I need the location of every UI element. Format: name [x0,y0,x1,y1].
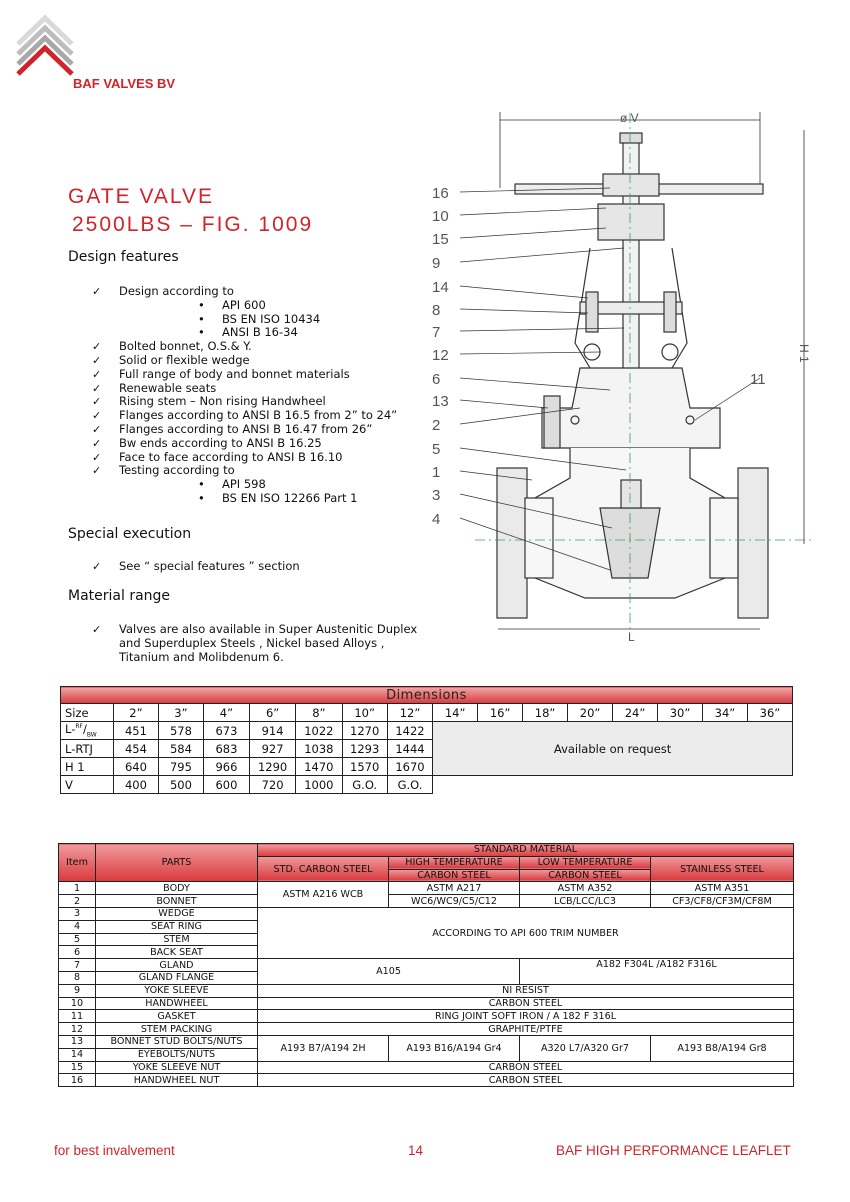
header-cell: 36” [747,704,792,722]
list-item: ✓ Renewable seats [68,382,428,396]
item-number: 8 [59,971,96,984]
callout-label: 6 [432,371,441,388]
callout-label: 10 [432,208,449,225]
list-subitem: • BS EN ISO 12266 Part 1 [68,492,428,506]
table-row [61,776,793,794]
part-name: BACK SEAT [96,946,258,959]
item-number: 14 [59,1048,96,1061]
table-cell: 584 [158,740,203,758]
table-cell: A193 B16/A194 Gr4 [389,1035,520,1061]
page-subtitle: 2500LBS – FIG. 1009 [72,213,314,236]
table-cell: WC6/WC9/C5/C12 [389,895,520,908]
item-number: 9 [59,984,96,997]
dimension-label: L [628,630,635,644]
callout-label: 5 [432,441,441,458]
material-range-list [68,623,448,664]
callout-label: 14 [432,279,449,296]
list-item: ✓ Flanges according to ANSI B 16.5 from 2” to 24” [68,409,428,423]
header-cell: 16” [478,704,523,722]
table-cell: 600 [203,776,249,794]
table-row [59,959,794,972]
item-header: Item [59,844,96,882]
list-subitem: • API 600 [68,299,428,313]
part-name: YOKE SLEEVE [96,984,258,997]
list-item: ✓ Testing according to [68,464,428,478]
lo-temp-header-line2: CARBON STEEL [520,869,651,882]
callout-label: 11 [750,371,766,388]
header-cell: 34” [702,704,747,722]
header-cell: 3” [158,704,203,722]
table-row [59,1074,794,1087]
table-cell: 683 [203,740,249,758]
table-cell: A320 L7/A320 Gr7 [520,1035,651,1061]
table-cell: A182 F304L /A182 F316L [520,959,794,985]
header-cell: 12” [387,704,432,722]
table-cell: RING JOINT SOFT IRON / A 182 F 316L [258,1010,794,1023]
table-cell: CARBON STEEL [258,1074,794,1087]
table-cell: 927 [249,740,295,758]
standard-material-header: STANDARD MATERIAL [258,844,794,857]
list-item: ✓ Design according to [68,285,428,299]
list-item: ✓ Full range of body and bonnet materials [68,368,428,382]
part-name: GLAND FLANGE [96,971,258,984]
table-cell: ASTM A352 [520,882,651,895]
part-name: YOKE SLEEVE NUT [96,1061,258,1074]
table-cell: ACCORDING TO API 600 TRIM NUMBER [258,907,794,958]
list-item: ✓ Bolted bonnet, O.S.& Y. [68,340,428,354]
table-cell: 1570 [342,758,387,776]
callout-label: 9 [432,255,441,272]
parts-header: PARTS [96,844,258,882]
table-cell: 451 [113,722,158,740]
callout-label: 2 [432,417,441,434]
header-cell: 8” [296,704,342,722]
table-row [59,984,794,997]
row-label: L-RTJ [61,740,114,758]
available-on-request: Available on request [433,722,793,776]
part-name: GLAND [96,959,258,972]
callout-label: 13 [432,393,449,410]
item-number: 16 [59,1074,96,1087]
table-row [59,907,794,920]
materials-table [58,843,794,1087]
callout-label: 12 [432,347,449,364]
table-row [59,1010,794,1023]
item-number: 15 [59,1061,96,1074]
table-cell: ASTM A351 [651,882,794,895]
page-title: GATE VALVE [68,185,215,208]
table-row [59,1023,794,1036]
table-cell: 673 [203,722,249,740]
page-number: 14 [408,1143,424,1158]
table-cell: NI RESIST [258,984,794,997]
header-cell: 24” [613,704,658,722]
callout-label: 3 [432,487,441,504]
table-cell: 1293 [342,740,387,758]
special-execution-heading: Special execution [68,526,192,542]
item-number: 12 [59,1023,96,1036]
table-cell: 1000 [296,776,342,794]
table-cell: 1290 [249,758,295,776]
dimension-label: ø V [620,111,639,125]
table-cell: 1022 [296,722,342,740]
table-cell: 1444 [387,740,432,758]
item-number: 7 [59,959,96,972]
table-cell: 1270 [342,722,387,740]
material-range-heading: Material range [68,588,171,604]
list-subitem: • BS EN ISO 10434 [68,313,428,327]
part-name: WEDGE [96,907,258,920]
table-caption: Dimensions [61,687,793,704]
table-cell: 1670 [387,758,432,776]
part-name: BONNET STUD BOLTS/NUTS [96,1035,258,1048]
table-cell: 1470 [296,758,342,776]
table-cell: CARBON STEEL [258,1061,794,1074]
item-number: 3 [59,907,96,920]
list-subitem: • API 598 [68,478,428,492]
table-cell: ASTM A217 [389,882,520,895]
std-carbon-header: STD. CARBON STEEL [258,856,389,882]
callout-label: 1 [432,464,441,481]
table-cell: 454 [113,740,158,758]
footer-slogan: for best invalvement [54,1143,175,1158]
header-cell: 30” [658,704,703,722]
table-cell: 1038 [296,740,342,758]
table-cell: A105 [258,959,520,985]
design-features-list [68,285,428,506]
part-name: BONNET [96,895,258,908]
part-name: SEAT RING [96,920,258,933]
callout-label: 15 [432,231,449,248]
item-number: 13 [59,1035,96,1048]
dimensions-table [60,686,793,794]
part-name: STEM [96,933,258,946]
header-cell: 6” [249,704,295,722]
callout-label: 8 [432,302,441,319]
table-cell: CARBON STEEL [258,997,794,1010]
header-cell: 18” [523,704,568,722]
item-number: 1 [59,882,96,895]
list-item: ✓ Rising stem – Non rising Handwheel [68,395,428,409]
table-row [59,1035,794,1048]
list-item: ✓ Flanges according to ANSI B 16.47 from 26” [68,423,428,437]
row-label: H 1 [61,758,114,776]
list-item: ✓ Bw ends according to ANSI B 16.25 [68,437,428,451]
list-item: ✓ Valves are also available in Super Austenitic Duplex [68,623,448,637]
table-cell: ASTM A216 WCB [258,882,389,908]
table-row [61,722,793,740]
item-number: 2 [59,895,96,908]
table-cell: 720 [249,776,295,794]
table-cell: 640 [113,758,158,776]
part-name: GASKET [96,1010,258,1023]
row-label: V [61,776,114,794]
part-name: HANDWHEEL [96,997,258,1010]
table-cell: G.O. [387,776,432,794]
design-features-heading: Design features [68,249,179,265]
table-header-row [61,704,793,722]
table-cell: 578 [158,722,203,740]
table-cell: 1422 [387,722,432,740]
table-cell: LCB/LCC/LC3 [520,895,651,908]
table-cell: CF3/CF8/CF3M/CF8M [651,895,794,908]
row-label: $L-^{RF}/_{BW}$ [61,722,114,740]
list-item: ✓ Face to face according to ANSI B 16.10 [68,451,428,465]
item-number: 5 [59,933,96,946]
table-row [59,997,794,1010]
header-cell: 2” [113,704,158,722]
table-row [59,1061,794,1074]
table-cell: 966 [203,758,249,776]
list-item-continuation: Titanium and Molibdenum 6. [119,649,284,664]
brand-name: BAF VALVES BV [73,76,176,91]
part-name: BODY [96,882,258,895]
dimension-label: H 1 [797,344,811,363]
baf-logo [10,14,80,80]
table-cell: 500 [158,776,203,794]
table-cell: A193 B8/A194 Gr8 [651,1035,794,1061]
table-cell: G.O. [342,776,387,794]
item-number: 4 [59,920,96,933]
item-number: 10 [59,997,96,1010]
table-cell: A193 B7/A194 2H [258,1035,389,1061]
callout-label: 7 [432,324,441,341]
lo-temp-header: LOW TEMPERATURE [520,856,651,869]
part-name: HANDWHEEL NUT [96,1074,258,1087]
table-cell: 914 [249,722,295,740]
list-item-continuation: and Superduplex Steels , Nickel based Alloys , [119,635,385,650]
item-number: 11 [59,1010,96,1023]
callout-label: 4 [432,511,441,528]
header-cell: 4” [203,704,249,722]
empty-cell [433,776,793,794]
table-row [59,882,794,895]
table-cell: 795 [158,758,203,776]
hi-temp-header: HIGH TEMPERATURE [389,856,520,869]
list-item: ✓ See “ special features ” section [68,560,428,574]
header-cell: 20” [568,704,613,722]
hi-temp-header-line2: CARBON STEEL [389,869,520,882]
footer-title: BAF HIGH PERFORMANCE LEAFLET [556,1143,791,1158]
table-cell: 400 [113,776,158,794]
special-execution-list [68,560,428,574]
item-number: 6 [59,946,96,959]
table-row [59,895,794,908]
callout-label: 16 [432,185,449,202]
header-cell: 14” [433,704,478,722]
part-name: STEM PACKING [96,1023,258,1036]
table-cell: GRAPHITE/PTFE [258,1023,794,1036]
valve-drawing [420,108,820,648]
list-item: ✓ Solid or flexible wedge [68,354,428,368]
list-subitem: • ANSI B 16-34 [68,326,428,340]
part-name: EYEBOLTS/NUTS [96,1048,258,1061]
header-cell: Size [61,704,114,722]
stainless-header: STAINLESS STEEL [651,856,794,882]
header-cell: 10” [342,704,387,722]
